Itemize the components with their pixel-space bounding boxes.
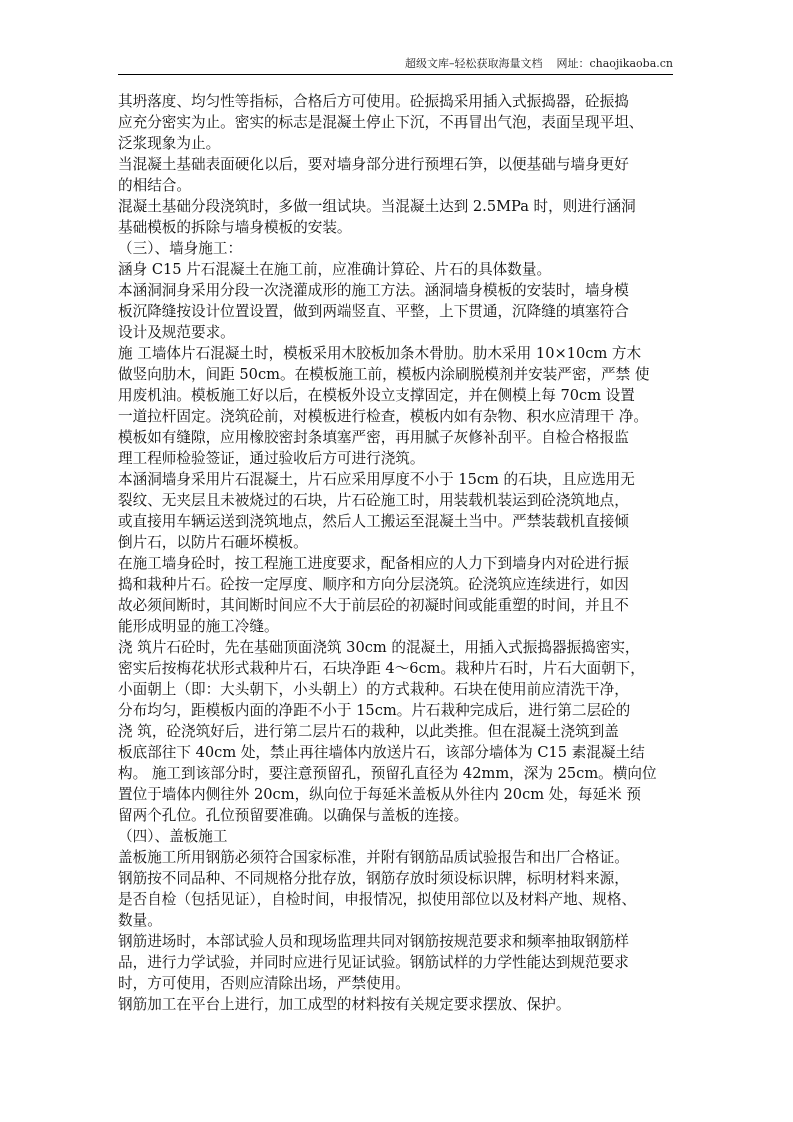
text-line: 应充分密实为止。密实的标志是混凝土停止下沉，不再冒出气泡，表面呈现平坦、: [118, 114, 644, 131]
text-line: 分布均匀，距模板内面的净距不小于 15cm。片石栽种完成后，进行第二层砼的: [118, 702, 631, 719]
text-line: 理工程师检验签证，通过验收后方可进行浇筑。: [118, 450, 425, 467]
text-line: 板沉降缝按设计位置设置，做到两端竖直、平整，上下贯通，沉降缝的填塞符合: [118, 303, 629, 320]
text-line: 的相结合。: [118, 177, 191, 194]
text-line: 当混凝土基础表面硬化以后，要对墙身部分进行预埋石笋，以便基础与墙身更好: [118, 156, 629, 173]
text-line: 混凝土基础分段浇筑时，多做一组试块。当混凝土达到 2.5MPa 时，则进行涵洞: [118, 198, 636, 215]
text-line: 时，方可使用，否则应清除出场，严禁使用。: [118, 975, 410, 992]
text-line: 浇 筑，砼浇筑好后，进行第二层片石的栽种，以此类推。但在混凝土浇筑到盖: [118, 723, 619, 740]
text-line: 本涵洞墙身采用片石混凝土，片石应采用厚度不小于 15cm 的石块，且应选用无: [118, 471, 635, 488]
page-header: [118, 57, 673, 75]
text-line: 模板如有缝隙，应用橡胶密封条填塞严密，再用腻子灰修补刮平。自检合格报监: [118, 429, 629, 446]
text-line: 是否自检（包括见证），自检时间，申报情况，拟使用部位以及材料产地、规格、: [118, 891, 637, 908]
text-line: 盖板施工所用钢筋必须符合国家标准，并附有钢筋品质试验报告和出厂合格证。: [118, 849, 629, 866]
text-line: 板底部往下 40cm 处，禁止再往墙体内放送片石，该部分墙体为 C15 素混凝土结: [118, 744, 645, 761]
text-line: 用废机油。模板施工好以后，在模板外设立支撑固定，并在侧模上每 70cm 设置: [118, 387, 635, 404]
text-line: 能形成明显的施工冷缝。: [118, 618, 279, 635]
text-line: 钢筋加工在平台上进行，加工成型的材料按有关规定要求摆放、保护。: [118, 996, 571, 1013]
document-body: [118, 91, 678, 1015]
text-line: 一道拉杆固定。浇筑砼前，对模板进行检查，模板内如有杂物、积水应清理干 净。: [118, 408, 649, 425]
text-line: 浇 筑片石砼时，先在基础顶面浇筑 30cm 的混凝土，用插入式振捣器振捣密实，: [118, 639, 640, 656]
site-url[interactable]: 网址：chaojikaoba.cn: [556, 57, 673, 70]
text-line: 故必须间断时，其间断时间应不大于前层砼的初凝时间或能重塑的时间，并且不: [118, 597, 629, 614]
text-line: 密实后按梅花状形式栽种片石，石块净距 4～6cm。栽种片石时，片石大面朝下，: [118, 660, 645, 677]
text-line: 留两个孔位。孔位预留要准确。以确保与盖板的连接。: [118, 807, 469, 824]
text-line: 钢筋按不同品种、不同规格分批存放，钢筋存放时须设标识牌，标明材料来源，: [118, 870, 629, 887]
text-line: 在施工墙身砼时，按工程施工进度要求，配备相应的人力下到墙身内对砼进行振: [118, 555, 629, 572]
text-line: 构。 施工到该部分时，要注意预留孔，预留孔直径为 42mm，深为 25cm。横向位: [118, 765, 657, 782]
text-line: 倒片石，以防片石砸坏模板。: [118, 534, 308, 551]
text-line: 或直接用车辆运送到浇筑地点，然后人工搬运至混凝土当中。严禁装载机直接倾: [118, 513, 629, 530]
text-line: 裂纹、无夹层且未被烧过的石块，片石砼施工时，用装载机装运到砼浇筑地点，: [118, 492, 629, 509]
text-line: 数量。: [118, 912, 162, 929]
text-line: 其坍落度、均匀性等指标，合格后方可使用。砼振捣采用插入式振捣器，砼振捣: [118, 93, 629, 110]
text-line: 品，进行力学试验，并同时应进行见证试验。钢筋试样的力学性能达到规范要求: [118, 954, 629, 971]
site-name: 超级文库–轻松获取海量文档: [404, 57, 543, 70]
text-line: 基础模板的拆除与墙身模板的安装。: [118, 219, 352, 236]
text-line: 小面朝上（即：大头朝下，小头朝上）的方式栽种。石块在使用前应清洗干净，: [118, 681, 629, 698]
text-line: 施 工墙体片石混凝土时，模板采用木胶板加条木骨肋。肋木采用 10×10cm 方木: [118, 345, 642, 362]
text-line: 钢筋进场时，本部试验人员和现场监理共同对钢筋按规范要求和频率抽取钢筋样: [118, 933, 629, 950]
text-line: 捣和栽种片石。砼按一定厚度、顺序和方向分层浇筑。砼浇筑应连续进行，如因: [118, 576, 629, 593]
text-line: 泛浆现象为止。: [118, 135, 221, 152]
text-line: 设计及规范要求。: [118, 324, 235, 341]
text-line: 置位于墙体内侧往外 20cm，纵向位于每延米盖板从外往内 20cm 处，每延米 预: [118, 786, 641, 803]
text-line: 做竖向肋木，间距 50cm。在模板施工前，模板内涂刷脱模剂并安装严密，严禁 使: [118, 366, 650, 383]
text-line: （三）、墙身施工：: [118, 240, 243, 257]
text-line: 本涵洞洞身采用分段一次浇灌成形的施工方法。涵洞墙身模板的安装时，墙身模: [118, 282, 629, 299]
text-line: 涵身 C15 片石混凝土在施工前，应准确计算砼、片石的具体数量。: [118, 261, 552, 278]
text-line: （四）、盖板施工: [118, 828, 228, 845]
